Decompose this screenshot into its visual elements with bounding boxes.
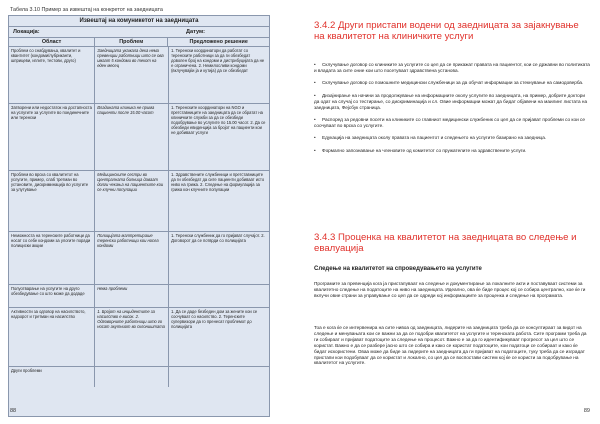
section-heading-3-4-2: 3.4.2 Други пристапи водени од заедницата за зајакнување на квалитетот на клиничките услуги	[314, 20, 579, 42]
cell-solution	[169, 285, 269, 307]
cell-problem: Полицијата малтретираше теренски работници кои носеа кондоми	[95, 232, 169, 284]
list-item: • Едукација на заедницата околу правата на пациентот и следењето на услугите базирано на заедница.	[314, 135, 590, 141]
column-header-area: Област	[9, 38, 95, 46]
cell-area: Полуотварање на услугите на друго обезбедување со што може да додаде	[9, 285, 95, 307]
cell-problem: Нема проблеми	[95, 285, 169, 307]
cell-solution: 1. Теренските координатори на NGO и претставниците на заедницата да се обратат на клиничките служби за да се обезбеди подобрување во услугите по 15.00 часот. 2. Да се обезбеди евиденција за бројот на пациенти кои не добиваат услуги	[171, 105, 266, 136]
page-number-left: 88	[10, 408, 17, 414]
section-heading-3-4-3: 3.4.3 Проценка на квалитетот на заедницата во следење и евалуација	[314, 232, 577, 254]
table-row	[9, 47, 269, 104]
cell-solution: 1. Теренски службеник да го пријават случајот. 2. Договорот да се потврди со полицијата	[171, 233, 265, 244]
table-row	[9, 171, 269, 232]
location-date-row	[9, 27, 269, 38]
community-report-table	[8, 15, 270, 417]
right-page	[300, 0, 600, 424]
table-row	[9, 367, 269, 387]
bullet-list	[314, 62, 590, 160]
date-label: Датум:	[185, 29, 205, 35]
cell-area: Затворени или недостаток на достапноста на услугите за услугите во поединечните или теренски	[9, 104, 95, 170]
table-caption: Табела 3.10 Пример за извештај на конкретот на заедницата	[10, 7, 163, 13]
cell-problem: Владината клиника не прима пациенти после 15.00 часот	[95, 104, 169, 170]
cell-problem	[95, 367, 169, 387]
cell-area: Други проблеми	[9, 367, 95, 387]
table-row	[9, 232, 269, 285]
cell-area: Неможноста на теренските работници да носат со себе кондоми за улогите поради полициски акции	[9, 232, 95, 284]
page-number-right: 89	[583, 408, 590, 414]
list-item: • Формално запознавање на членовите од комитетот со пружателите на здравствените услуги.	[314, 148, 590, 154]
list-item: • Склучување договор со помошните медицински службеници за да обучат информации за стекнување на самодоверба.	[314, 80, 590, 86]
cell-problem: 1. Бројот на инцидентите за насилство е висок. 2. Одговорните работници што го носат акутниот во склоништата	[95, 308, 169, 366]
table-row	[9, 308, 269, 367]
table-row	[9, 285, 269, 308]
cell-solution	[169, 367, 269, 387]
cell-area: Активности за одговор на насилството, надзорот и третман на насилство	[9, 308, 95, 366]
cell-area: Проблем во врска со квалитетот на услугите, пример, слаб третман во установите, дискриминација во услугите за улутување	[9, 171, 95, 231]
list-item: • Дизајнирање на начини за продолжување на информациите околу услугите во заедницата, на пример, добрите доктори да одат на случај со тестирање, со дискриминација и сл. Овие информации можат да бидат објавени на маилинг листата на заедницата, Фејсбук страница.	[314, 93, 590, 111]
cell-solution: 1. Здравствените службеници и претставниците да ги обезбедат да сите пациенти добиваат исто ниво на грижа. 2. Следење на формулација за грижа кон клучните популации	[171, 172, 265, 193]
column-header-solution: Предложено решение	[189, 39, 248, 45]
table-title: Извештај на комуникетот на заедницата	[9, 16, 269, 27]
cell-solution: 1. Да се даде безбеден дом за жените кои се соочуваат со насилство. 2. Теренските супервизори да го пренесат проблемот до полицијата	[171, 309, 258, 330]
list-item: • Склучување договор со клиниките за услугите со цел да се прикажат правата на пациентот, кои се државни во политиката и владата за сите оние кои што посетуваат здравствена установа.	[314, 62, 590, 74]
paragraph-2: Тоа е кога ќе се интервенира на сите нивоа од заедницата, лидерите на заедницата треба да се консултираат за видот на следење и менувањата кои се важни за да се подобри квалитетот на услугите и теренската работа. Сите програми треба да ги собираат и пријават податоците за следење на процесот. Важно е за да го идентификуваат прогресот за цел што се користат. Важно е да се разбере јасно што се собира и како се користат податоците, кои податоци се собираат и како ќе бидат искористени. Оваа може да биде за лидерите на заедницата да ги пријават на податоците, туку треба да се изградат пристапи кои подобуваат да се користат и локално, со цел да се воспостави систем кој ќе се користи за подобрување на квалитетот на услугите.	[314, 325, 587, 366]
location-label: Локација:	[13, 29, 40, 35]
subheading: Следење на квалитетот на спроведувањето на услугите	[314, 266, 482, 272]
table-row	[9, 104, 269, 171]
table-column-headers	[9, 38, 269, 47]
cell-problem: Медицинските сестри во Централната болница даваат долги чекања на пациентите кои се клучни популации	[95, 171, 169, 231]
cell-solution: 1. Теренски координатори да работат со теренските работници за да ги обезбедат доволен број на кондоми и дистрибуцијата да не е ограничена. 2. Немилосливи кондоми (вклучувајќи ја и кутија) да се обезбедат	[171, 48, 265, 74]
list-item: • Распоред за редовни посети на клиниките со главниот медицински службеник со цел да се пријават проблеми со кои се соочуваат во врска со услугите.	[314, 117, 590, 129]
cell-problem: Заедницата укажала дека нема превенции работници што се ова имаат 5 кондоми во текот на еден месец	[95, 47, 169, 103]
column-header-problem: Проблем	[95, 38, 168, 46]
paragraph-1: Програмите за превенција кога ја пристапуваат на следење и документирање за локалните акти и поставуваат системи за квалитетно следење на податоците на ниво на заедницата. Идеално, ова ќе биде процес кој се собира централно, кое ќе ги вклучи овие страни за управување со цел да се одреди кој информациите за проценка и следење на програмата.	[314, 281, 586, 298]
cell-area: Проблем со снабдувања, квалитет и квантитет (кондоми/лубриканти, шприцеви, иглите, тестови, друго)	[9, 47, 95, 103]
